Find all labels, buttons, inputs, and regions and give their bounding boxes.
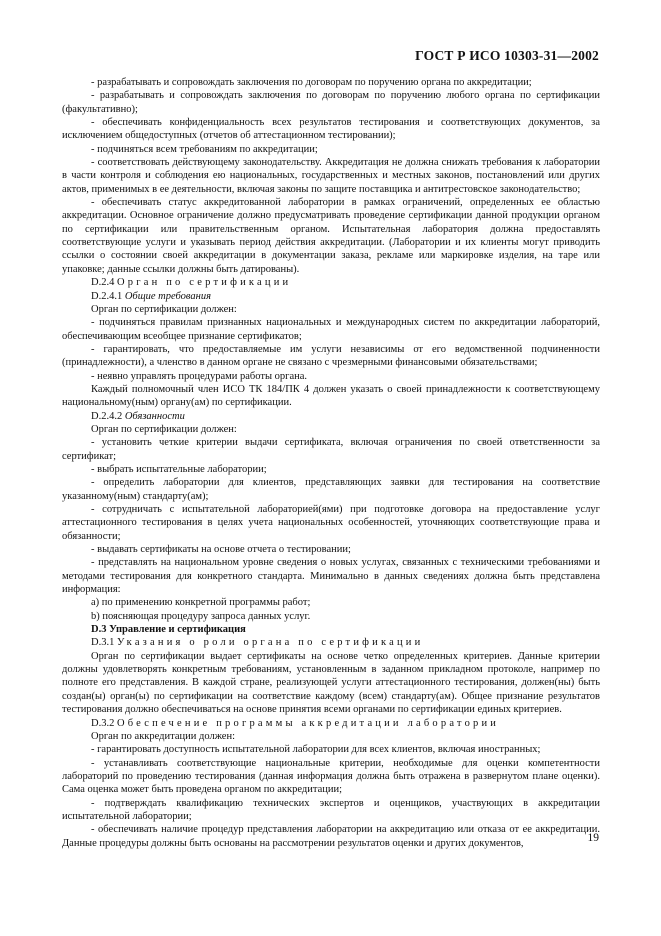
paragraph: - обеспечивать статус аккредитованной лаборатории в рамках ограничений, определенных ее областью аккредитации. Основное ограничение должно предусматривать проведение сертификации данной продукции органом по сертификации или правительственным органом. Испытательная лаборатория должна предоставлять соответствующие услуги и указывать период действия аккредитации. (Лаборатории и их клиенты могут приводить ссылки о состоянии своей аккредитации в документации заказа, рекламе или маркировке изделия, на таре или упаковке; данные ссылки должны быть датированы).: [62, 197, 600, 275]
paragraph: Орган по сертификации выдает сертификаты на основе четко определенных критериев. Данные критерии должны удовлетворять конкретным требованиям, установленным в заданном прикладном протоколе, например по полноте его представления. В каждой стране, реализующей услуги аттестационного тестирования, должен(ны) быть создан(ы) орган(ы) по сертификации на соответствие каждому (всем) стандарту(ам). Общее признание результатов тестирования должно обеспечиваться на основе принятия всеми органами по сертификации единых критериев.: [62, 650, 600, 716]
document-body: [62, 76, 600, 850]
paragraph: - выбрать испытательные лаборатории;: [91, 463, 267, 475]
paragraph: - подчиняться всем требованиям по аккредитации;: [91, 143, 318, 155]
paragraph: - представлять на национальном уровне сведения о новых услугах, связанных с техническими требованиями и методами тестирования для конкретного стандарта. Минимально в данных сведениях должна быть представлена информация:: [62, 557, 600, 596]
section-number: D.2.4.1: [91, 290, 123, 302]
paragraph: - выдавать сертификаты на основе отчета о тестировании;: [91, 544, 351, 556]
section-number: D.2.4: [91, 277, 115, 289]
document-header: ГОСТ Р ИСО 10303-31—2002: [415, 48, 599, 63]
paragraph: - устанавливать соответствующие национальные критерии, необходимые для оценки компетентности лабораторий по проведению тестирования (данная информация должна быть отражена в развернутом плане оценки). Сама оценка может быть проведена органом по аккредитации;: [62, 757, 600, 796]
section-number: D.3: [91, 624, 107, 636]
paragraph: Каждый полномочный член ИСО ТК 184/ПК 4 должен указать о своей принадлежности к соответствующему национальному(ным) органу(ам) по сертификации.: [62, 383, 600, 409]
section-title: Общие требования: [124, 290, 211, 302]
section-heading: [62, 717, 600, 730]
page-number: 19: [587, 832, 599, 844]
paragraph: - обеспечивать конфиденциальность всех результатов тестирования и соответствующих документов, за исключением общедоступных (отчетов об аттестационном тестировании);: [62, 117, 600, 142]
section-heading: [62, 623, 600, 636]
paragraph: - определить лаборатории для клиентов, представляющих заявки для тестирования на соответствие указанному(ным) стандарту(ам);: [62, 477, 600, 502]
section-heading: [62, 276, 600, 289]
paragraph: - обеспечивать наличие процедур представления лаборатории на аккредитацию или отказа от ее аккредитации. Данные процедуры должны быть основаны на рассмотрении результатов оценки и других документов,: [62, 824, 600, 849]
paragraph: - разрабатывать и сопровождать заключения по договорам по поручению любого органа по сертификации (факультативно);: [62, 90, 600, 115]
section-number: D.2.4.2: [91, 410, 123, 422]
paragraph: b) поясняющая процедуру запроса данных услуг.: [91, 610, 311, 622]
section-title: Управление и сертификация: [109, 624, 246, 636]
paragraph: Орган по сертификации должен:: [91, 423, 237, 435]
paragraph: - сотрудничать с испытательной лабораторией(ями) при подготовке договора на предоставление услуг аттестационного тестирования в целях учета национальных особенностей, уточняющих соответствующие права и обязанности;: [62, 504, 600, 542]
paragraph: Орган по аккредитации должен:: [91, 730, 236, 742]
section-title: Указания о роли органа по сертификации: [116, 637, 424, 649]
paragraph: - неявно управлять процедурами работы органа.: [91, 370, 308, 382]
paragraph: - гарантировать доступность испытательной лаборатории для всех клиентов, включая иностранных;: [91, 744, 541, 756]
section-title: Обеспечение программы аккредитации лаборатории: [116, 717, 500, 729]
paragraph: - установить четкие критерии выдачи сертификата, включая ограничения по своей ответственности за сертификат;: [62, 437, 600, 462]
paragraph: - подчиняться правилам признанных национальных и международных систем по аккредитации лабораторий, обеспечивающим всеобщее признание сертификатов;: [62, 317, 600, 342]
section-number: D.3.1: [91, 637, 115, 649]
section-title: Обязанности: [124, 410, 185, 422]
paragraph: - разрабатывать и сопровождать заключения по договорам по поручению органа по аккредитации;: [91, 77, 532, 88]
paragraph: - гарантировать, что предоставляемые им услуги независимы от его ведомственной подчиненности (принадлежности), а членство в данном органе не связано с чрезмерными финансовыми обязательствами;: [62, 343, 600, 369]
section-title: Орган по сертификации: [116, 277, 292, 289]
paragraph: Орган по сертификации должен:: [91, 303, 237, 315]
section-heading: [62, 290, 600, 303]
paragraph: а) по применению конкретной программы работ;: [91, 597, 311, 609]
section-heading: [62, 636, 600, 649]
paragraph: - подтверждать квалификацию технических экспертов и оценщиков, участвующих в аккредитации испытательной лаборатории;: [62, 797, 600, 822]
section-number: D.3.2: [91, 717, 115, 729]
paragraph: - соответствовать действующему законодательству. Аккредитация не должна снижать требования к лаборатории в части контроля и соблюдения ею национальных, государственных и местных законов, постановлений или других актов, применимых в ее деятельности, включая законы по защите поставщика и антитрестовское законодательство;: [62, 157, 600, 195]
section-heading: [62, 410, 600, 423]
